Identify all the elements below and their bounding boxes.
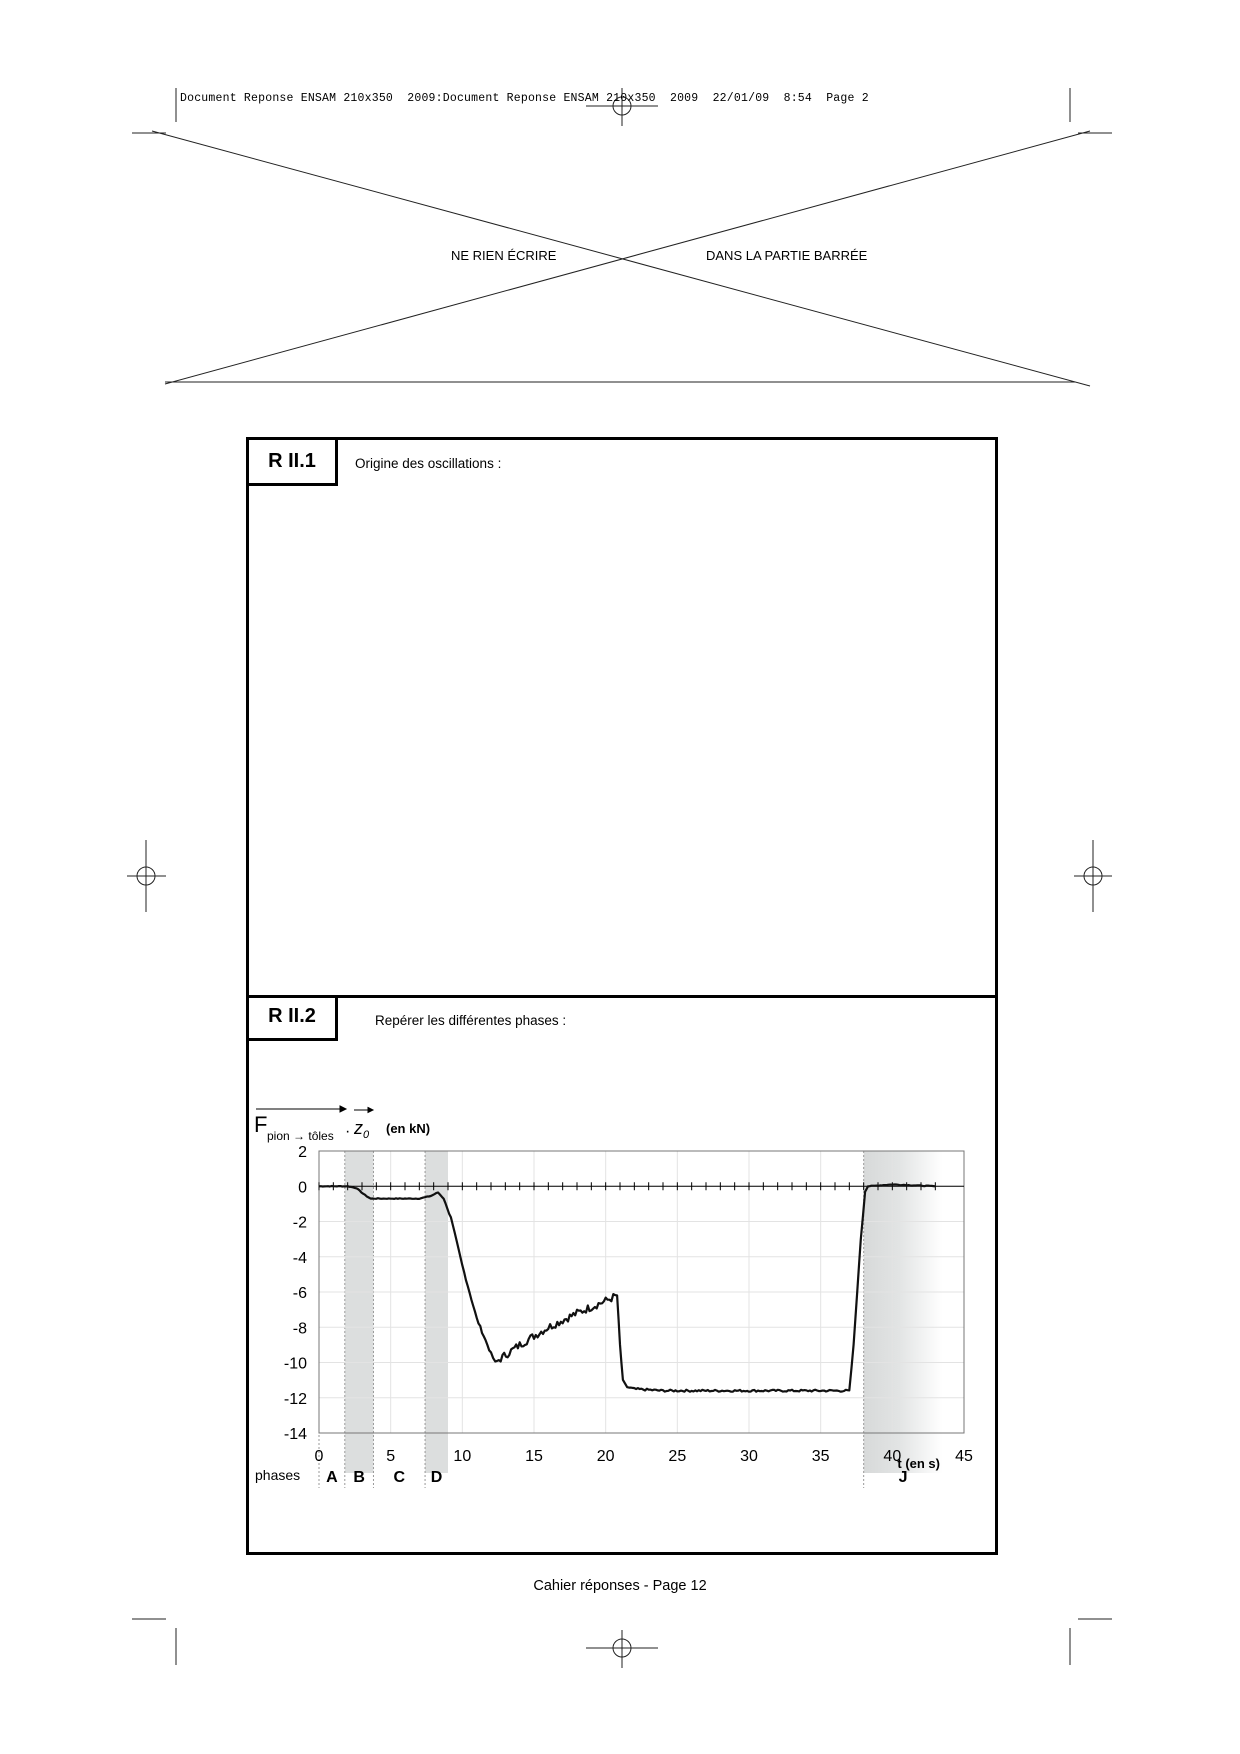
- phase-label-b: B: [353, 1469, 365, 1486]
- section-label-r2-2: R II.2: [249, 995, 338, 1041]
- x-tick-label: 5: [386, 1448, 396, 1465]
- y-tick-label: -4: [292, 1249, 307, 1267]
- y-tick-label: 2: [298, 1144, 307, 1161]
- y-tick-label: -12: [283, 1390, 307, 1408]
- phase-label-d: D: [430, 1469, 443, 1486]
- answer-area-r2-1[interactable]: [249, 500, 995, 990]
- y-axis-title-main: F: [254, 1112, 268, 1137]
- phase-label-j: J: [898, 1469, 908, 1486]
- crossed-zone-left-text: NE RIEN ÉCRIRE: [451, 248, 557, 263]
- y-tick-label: -8: [292, 1320, 307, 1338]
- y-axis-title-unit: (en kN): [386, 1121, 431, 1136]
- y-tick-label: -6: [292, 1285, 307, 1302]
- x-axis-title: t (en s): [897, 1456, 940, 1471]
- vector-arrows: [256, 1106, 373, 1113]
- y-tick-label: -14: [283, 1426, 307, 1443]
- x-tick-label: 15: [525, 1448, 543, 1465]
- phases-label: phases: [255, 1467, 301, 1483]
- x-tick-label: 40: [883, 1448, 902, 1465]
- phase-band-b: [345, 1151, 374, 1473]
- phase-band-j: [864, 1151, 943, 1473]
- y-axis-title-dot: ·: [345, 1123, 351, 1140]
- page-footer: Cahier réponses - Page 12: [533, 1578, 707, 1594]
- x-tick-label: 35: [811, 1448, 830, 1465]
- x-tick-label: 30: [740, 1448, 758, 1465]
- y-axis-title-vector: z: [354, 1118, 363, 1138]
- x-tick-label: 45: [955, 1448, 973, 1465]
- y-axis-title-subscript: pion → tôles: [267, 1129, 334, 1143]
- section-prompt-r2-2: Repérer les différentes phases :: [375, 1013, 567, 1028]
- cross-line: [165, 131, 1090, 384]
- x-tick-label: 0: [314, 1448, 324, 1465]
- section-label-r2-1: R II.1: [249, 440, 338, 486]
- y-tick-label: -2: [292, 1214, 307, 1232]
- phase-label-a: A: [326, 1469, 338, 1486]
- crossed-zone-right-text: DANS LA PARTIE BARRÉE: [706, 248, 868, 263]
- y-tick-label: -10: [283, 1355, 307, 1373]
- section-prompt-r2-1: Origine des oscillations :: [355, 456, 502, 471]
- force-time-chart: [250, 1098, 994, 1498]
- x-tick-label: 20: [596, 1448, 615, 1465]
- x-tick-label: 10: [453, 1448, 472, 1465]
- phase-label-c: C: [393, 1469, 406, 1486]
- y-tick-label: 0: [298, 1179, 307, 1197]
- force-series-line: [319, 1185, 935, 1392]
- y-axis-title-vector-sub: 0: [363, 1129, 370, 1141]
- x-tick-label: 25: [668, 1448, 687, 1465]
- print-slug: Document Reponse ENSAM 210x350 2009:Document Reponse ENSAM 210x350 2009 22/01/09 8:54 Page 2: [180, 92, 869, 105]
